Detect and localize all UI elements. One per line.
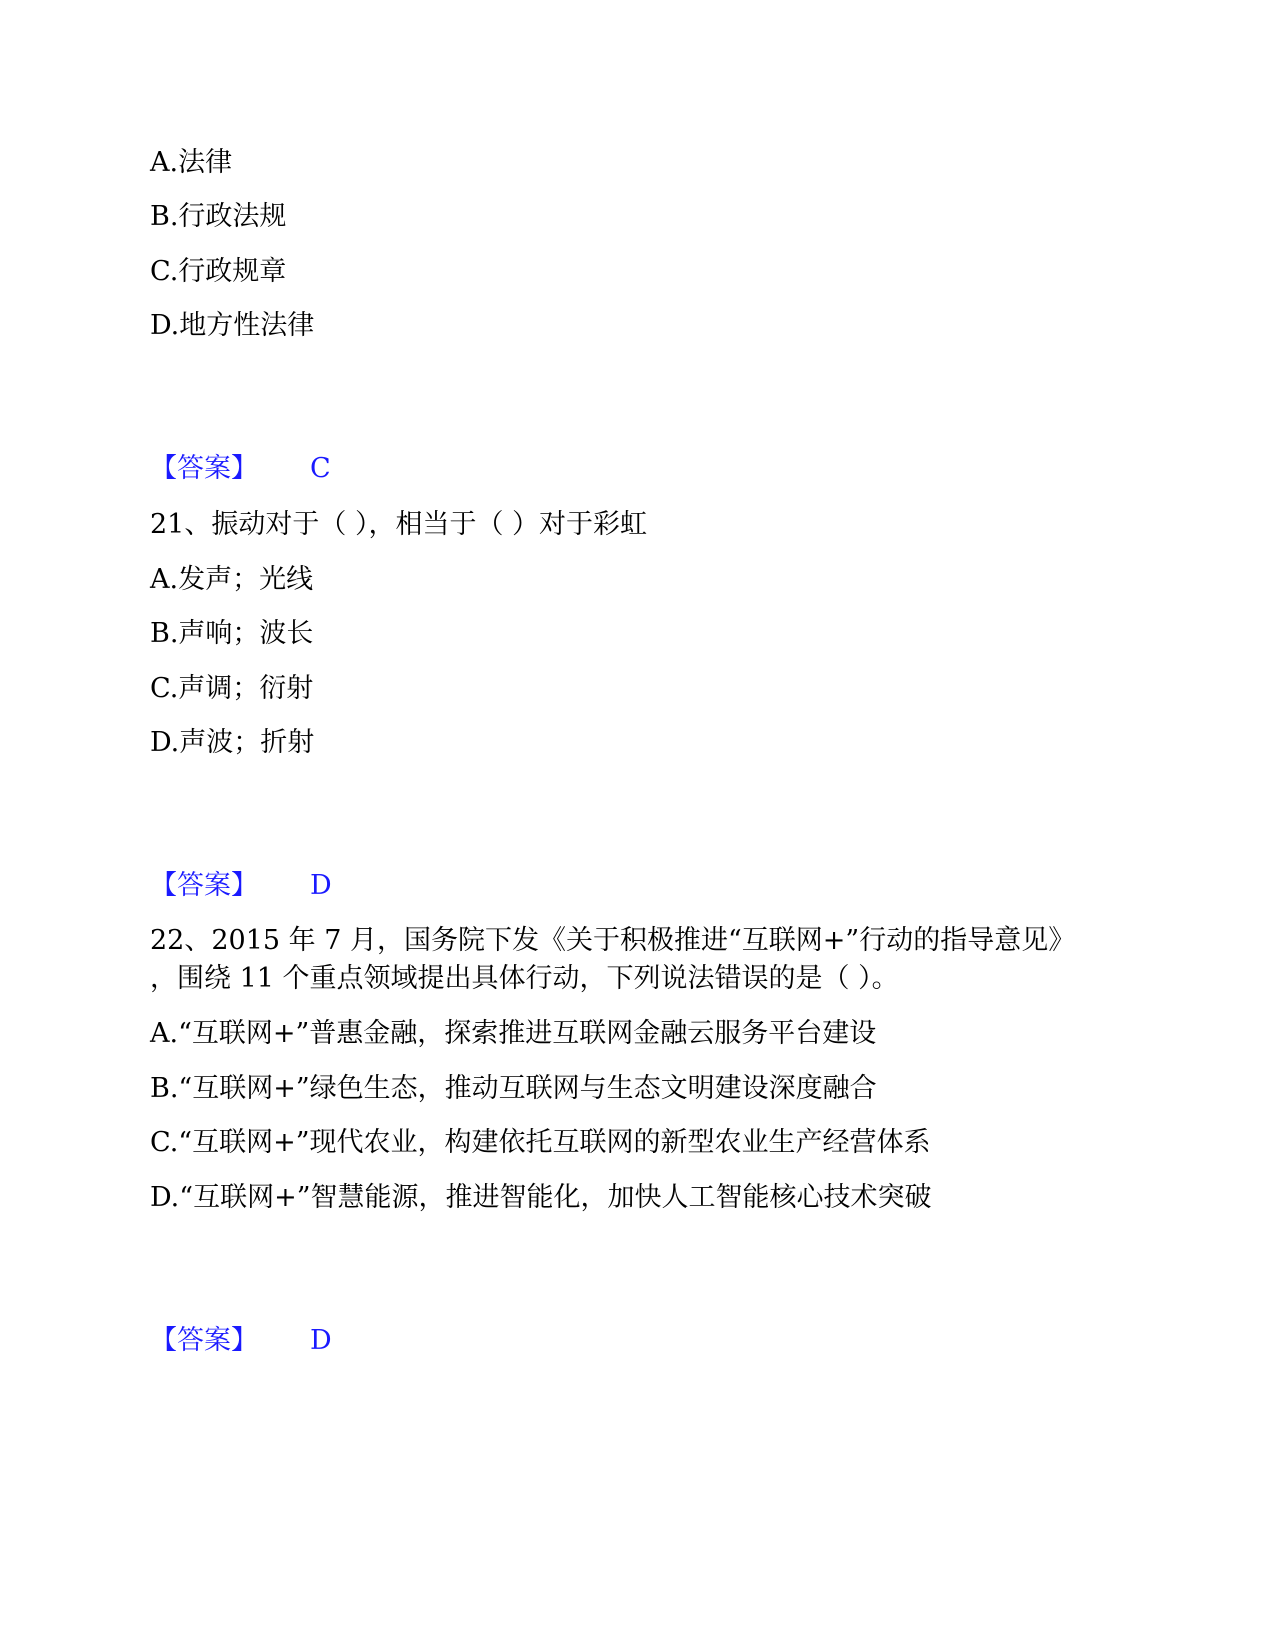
q20-option-d: D.地方性法律	[150, 310, 315, 341]
q21-option-b: B.声响；波长	[150, 618, 314, 649]
answer-label: 【答案】	[150, 870, 258, 901]
q20-option-b: B.行政法规	[150, 201, 287, 232]
q21-answer	[150, 869, 332, 903]
q22-option-b: B.“互联网+”绿色生态，推动互联网与生态文明建设深度融合	[150, 1073, 877, 1104]
q22-stem-line-2: ，围绕 11 个重点领域提出具体行动，下列说法错误的是（ ）。	[150, 963, 899, 994]
answer-label: 【答案】	[150, 1325, 258, 1356]
q22-stem-line-1: 22、2015 年 7 月，国务院下发《关于积极推进“互联网+”行动的指导意见》	[150, 925, 1076, 956]
answer-value: C	[310, 453, 331, 484]
q21-option-d: D.声波；折射	[150, 727, 315, 758]
q22-option-c: C.“互联网+”现代农业，构建依托互联网的新型农业生产经营体系	[150, 1127, 931, 1158]
q22-option-a: A.“互联网+”普惠金融，探索推进互联网金融云服务平台建设	[150, 1018, 877, 1049]
answer-value: D	[310, 1325, 332, 1356]
q21-option-c: C.声调；衍射	[150, 673, 314, 704]
answer-value: D	[310, 870, 332, 901]
q20-answer	[150, 452, 331, 486]
q22-option-d: D.“互联网+”智慧能源，推进智能化，加快人工智能核心技术突破	[150, 1182, 932, 1213]
q22-answer	[150, 1324, 332, 1358]
q21-stem: 21、振动对于（ ），相当于（ ）对于彩虹	[150, 509, 648, 540]
q20-option-a: A.法律	[150, 147, 233, 178]
q20-option-c: C.行政规章	[150, 256, 287, 287]
q21-option-a: A.发声；光线	[150, 564, 314, 595]
answer-label: 【答案】	[150, 453, 258, 484]
